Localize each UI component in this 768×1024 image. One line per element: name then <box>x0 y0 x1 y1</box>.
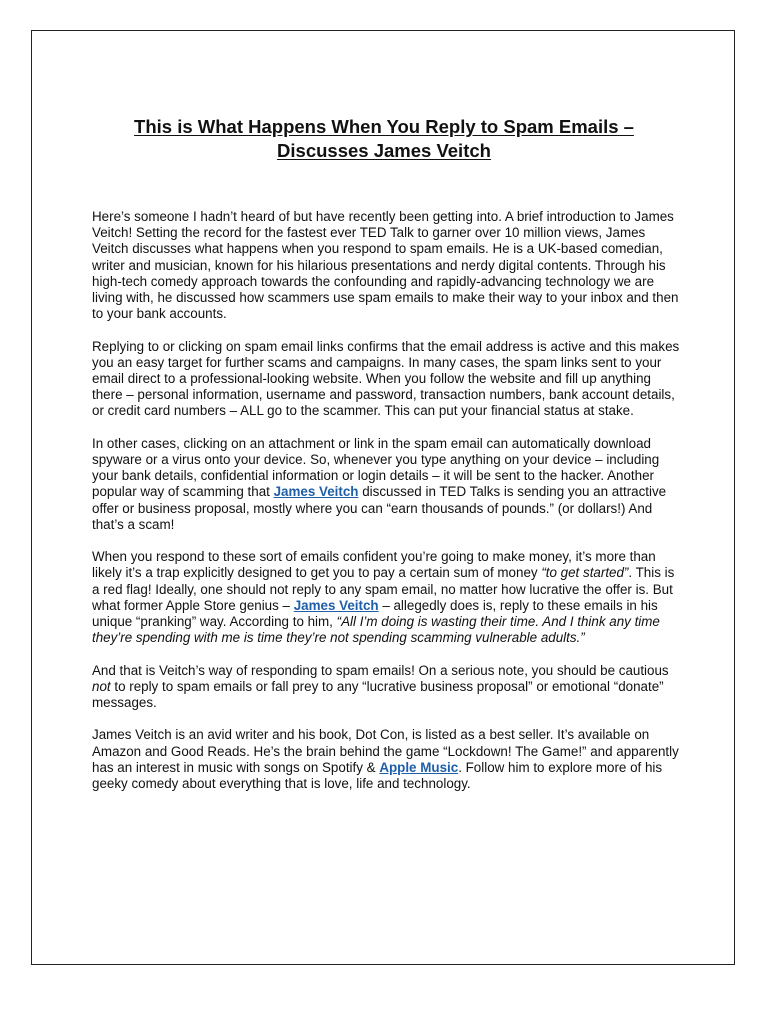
text-segment: . This is a red flag! Ideally, one should not reply to any spam email, no matter how lucrative the offer is. But what former Apple Store genius – <box>92 565 675 613</box>
paragraph-bio <box>92 727 680 792</box>
apple-music-link[interactable]: Apple Music <box>379 759 459 775</box>
text-segment: And that is Veitch’s way of responding to spam emails! On a serious note, you should be cautious <box>92 662 669 678</box>
italic-quote: “to get started” <box>541 565 629 581</box>
text-segment: to reply to spam emails or fall prey to any “lucrative business proposal” or emotional “donate” messages. <box>92 678 664 711</box>
title-line-2: Discusses James Veitch <box>277 140 491 161</box>
james-veitch-link[interactable]: James Veitch <box>273 484 359 500</box>
james-veitch-link-2[interactable]: James Veitch <box>293 597 379 613</box>
document-title <box>92 115 676 163</box>
title-line-1: This is What Happens When You Reply to Spam Emails – <box>134 116 634 137</box>
paragraph-trap <box>92 549 680 646</box>
paragraph-attachments <box>92 436 680 533</box>
text-segment: James Veitch is an avid writer and his book, Dot Con, is listed as a best seller. It’s available on Amazon and Good Reads. He’s the brain behind the game “Lockdown! The Game!” and apparently has an interest in music with songs on Spotify & <box>92 727 679 775</box>
text-segment: In other cases, clicking on an attachment or link in the spam email can automatically download spyware or a virus onto your device. So, whenever you type anything on your device – including your bank details, confidential information or login details – it will be sent to the hacker. Another popular way of scamming that <box>92 435 660 500</box>
paragraph-spam-links: Replying to or clicking on spam email links confirms that the email address is active and this makes you an easy target for further scams and campaigns. In many cases, the spam links sent to your email direct to a professional-looking website. When you follow the website and fill up anything there – personal information, username and password, transaction numbers, bank account details, or credit card numbers – ALL go to the scammer. This can put your financial status at stake. <box>92 338 680 419</box>
text-segment: – allegedly does is, reply to these emails in his unique “pranking” way. According to him, <box>92 597 658 630</box>
text-segment: . Follow him to explore more of his geeky comedy about everything that is love, life and technology. <box>92 759 663 792</box>
paragraph-intro: Here’s someone I hadn’t heard of but have recently been getting into. A brief introduction to James Veitch! Setting the record for the fastest ever TED Talk to garner over 10 million views, James Veitch discusses what happens when you respond to spam emails. He is a UK-based comedian, writer and musician, known for his hilarious presentations and nerdy digital contents. Through his high-tech comedy approach towards the confounding and rapidly-advancing technology we are living with, he discussed how scammers use spam emails to make their way to your inbox and then to your bank accounts. <box>92 209 679 322</box>
article-body <box>92 209 680 808</box>
text-segment: discussed in TED Talks is sending you an attractive offer or business proposal, mostly where you can “earn thousands of pounds.” (or dollars!) And that’s a scam! <box>92 484 667 532</box>
italic-quote: “All I’m doing is wasting their time. And I think any time they’re spending with me is time they’re not spending scamming vulnerable adults.” <box>92 614 660 646</box>
paragraph-conclusion <box>92 663 680 712</box>
italic-word: not <box>92 678 111 694</box>
text-segment: When you respond to these sort of emails confident you’re going to make money, it’s more than likely it’s a trap explicitly designed to get you to pay a certain sum of money <box>92 549 656 581</box>
document-page <box>31 30 735 965</box>
